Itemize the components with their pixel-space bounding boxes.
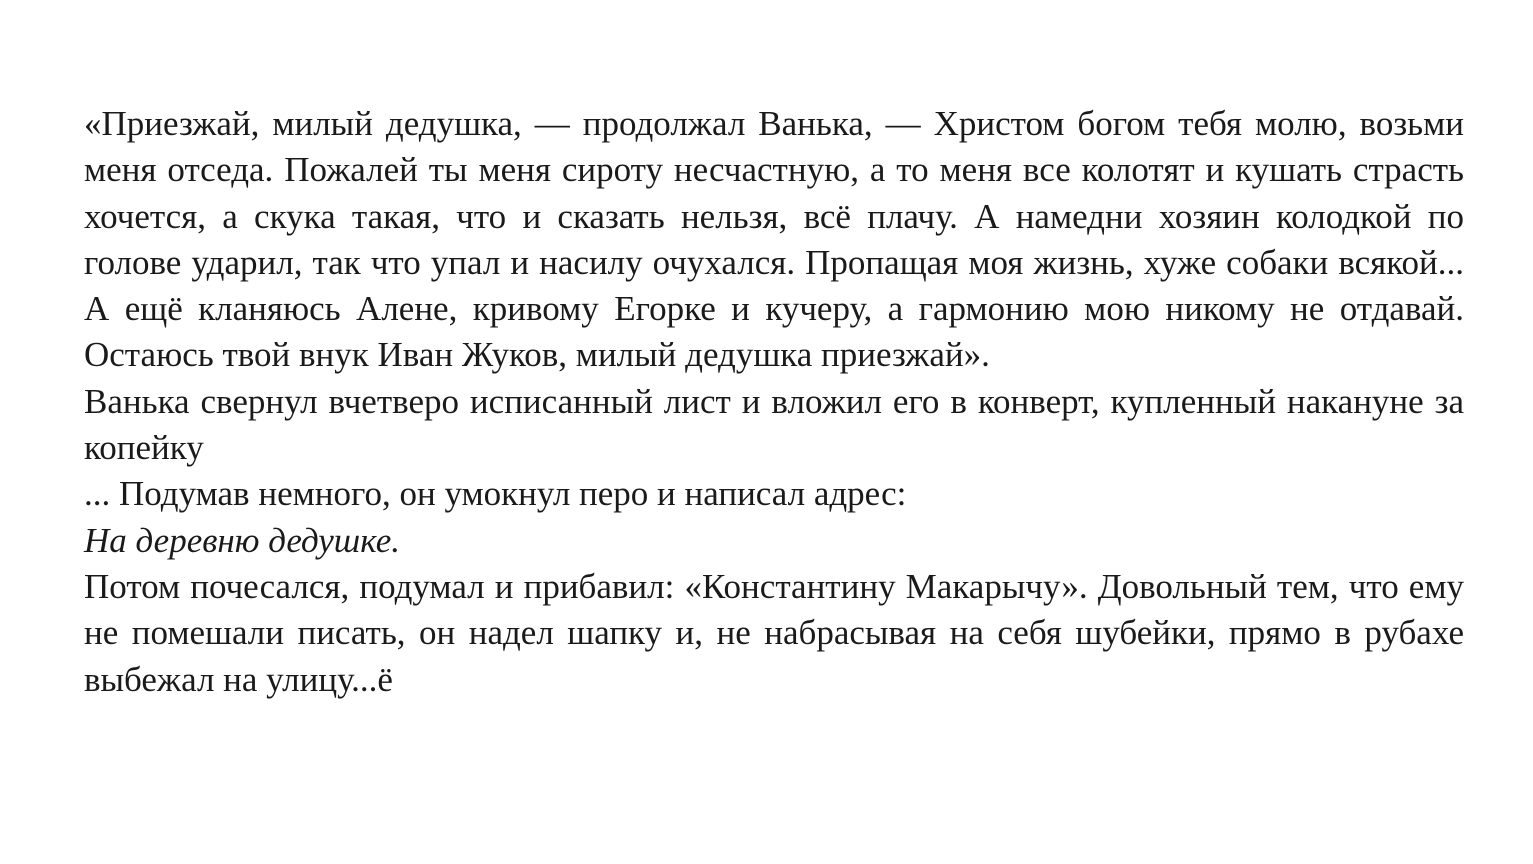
paragraph-ending: Потом почесался, подумал и прибавил: «Константину Макарычу». Довольный тем, что ему не помешали писать, он надел шапку и, не набрасывая на себя шубейки, прямо в рубахе выбежал на улицу...ё	[84, 566, 1464, 699]
paragraph-address-intro: ... Подумав немного, он умокнул перо и написал адрес:	[84, 474, 907, 514]
paragraph-envelope: Ванька свернул вчетверо исписанный лист и вложил его в конверт, купленный накануне за копейку	[84, 381, 1464, 468]
paragraph-letter: «Приезжай, милый дедушка, — продолжал Ванька, — Христом богом тебя молю, возьми меня отседа. Пожалей ты меня сироту несчастную, а то меня все колотят и кушать страсть хочется, а скука такая, что и сказать нельзя, всё плачу. А намедни хозяин колодкой по голове ударил, так что упал и насилу очухался. Пропащая моя жизнь, хуже собаки всякой... А ещё кланяюсь Алене, кривому Егорке и кучеру, а гармонию мою никому не отдавай. Остаюсь твой внук Иван Жуков, милый дедушка приезжай».	[84, 104, 1464, 375]
paragraph-address: На деревню дедушке.	[84, 520, 400, 560]
text-body	[84, 101, 1464, 703]
